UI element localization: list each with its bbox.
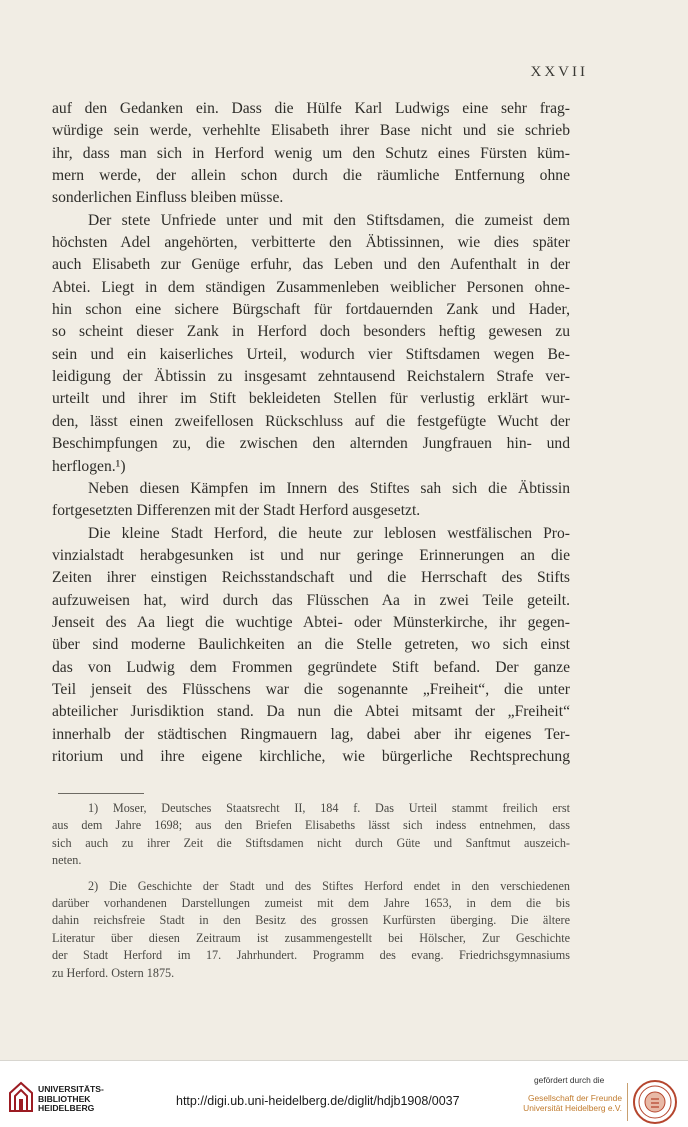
text-line: das von Ludwig dem Frommen gegründete Stift befand. Der ganze <box>52 658 570 676</box>
text-line: den, lässt einen zweifellosen Rückschluss auf die festgefügte Wucht der <box>52 412 570 430</box>
footnote-line: darüber vorhandenen Darstellungen zumeist mit dem Jahre 1653, in dem die bis <box>52 895 570 910</box>
paragraph <box>52 478 570 523</box>
text-line: Zeiten ihrer einstigen Reichsstandschaft und die Herrschaft des Stifts <box>52 569 570 587</box>
text-line: Teil jenseit des Flüsschens war die sogenannte „Freiheit“, die unter <box>52 680 570 698</box>
footnote-line: zu Herford. Ostern 1875. <box>52 965 175 980</box>
library-line: BIBLIOTHEK <box>38 1093 91 1104</box>
text-line: Die kleine Stadt Herford, die heute zur leblosen westfälischen Pro- <box>88 524 570 542</box>
text-line: auch Elisabeth zur Genüge erfuhr, das Leben und den Aufenthalt in der <box>52 256 570 274</box>
text-line: innerhalb der städtischen Ringmauern lag, dabei aber ihr eigenes Ter- <box>52 725 570 743</box>
footnote-line: 2) Die Geschichte der Stadt und des Stiftes Herford endet in den verschiedenen <box>88 878 570 893</box>
paragraph <box>52 98 570 210</box>
paragraph <box>52 523 570 769</box>
text-line: auf den Gedanken ein. Dass die Hülfe Karl Ludwigs eine sehr frag- <box>52 100 570 117</box>
text-line: aufzuweisen hat, wird durch das Flüsschen Aa in zwei Teile geteilt. <box>52 591 570 609</box>
footnote <box>52 878 570 982</box>
text-line: würdige sein werde, verhehlte Elisabeth ihrer Base nicht und sie schrieb <box>52 122 570 140</box>
footnote-line: Literatur über diesen Zeitraum ist zusammengestellt bei Hölscher, Zur Geschichte <box>52 930 570 945</box>
text-line: Abtei. Liegt in dem ständigen Zusammenleben weiblicher Personen ohne- <box>52 278 570 296</box>
footnote-line: der Stadt Herford im 17. Jahrhundert. Programm des evang. Friedrichsgymnasiums <box>52 948 570 963</box>
main-text <box>52 98 570 768</box>
text-line: vinzialstadt herabgesunken ist und nur geringe Erinnerungen an die <box>52 546 570 564</box>
text-line: abteilicher Jurisdiktion stand. Da nun die Abtei mitsamt der „Freiheit“ <box>52 703 570 721</box>
sponsor-line: Universität Heidelberg e.V. <box>523 1103 622 1114</box>
text-line: Jenseit des Aa liegt die wuchtige Abtei- oder Münsterkirche, ihr gegen- <box>52 613 570 631</box>
text-line: ihr, dass man sich in Herford wenig um den Schutz eines Fürsten küm- <box>52 144 570 162</box>
footnote-line: 1) Moser, Deutsches Staatsrecht II, 184 f. Das Urteil stammt freilich erst <box>88 801 570 815</box>
sponsor-name <box>523 1093 622 1114</box>
text-line: sein und ein kaiserliches Urteil, wodurch vier Stiftsdamen wegen Be- <box>52 345 570 363</box>
library-line: HEIDELBERG <box>38 1103 95 1114</box>
text-line: höchsten Adel angehörten, verbitterte den Äbtissinnen, wie dies später <box>52 234 570 252</box>
text-line: urteilt und ihrer im Stift bekleideten Stellen für verlustig erklärt wur- <box>52 390 570 408</box>
footnote-line: dahin reichsfreie Stadt in den Besitz des grossen Kurfürsten überging. Die ältere <box>52 913 570 928</box>
text-line: mern werde, der allein schon durch die räumliche Entfernung ohne <box>52 167 570 185</box>
text-line: Neben diesen Kämpfen im Innern des Stiftes sah sich die Äbtissin <box>88 479 570 497</box>
text-line: fortgesetzten Differenzen mit der Stadt Herford ausgesetzt. <box>52 502 421 520</box>
digitization-footer <box>0 1060 688 1127</box>
text-line: Der stete Unfriede unter und mit den Stiftsdamen, die zumeist dem <box>88 211 570 229</box>
footnotes <box>52 800 570 982</box>
text-line: hin schon eine sichere Bürgschaft für fortdauernden Zank und Hader, <box>52 301 570 319</box>
footnote <box>52 800 570 870</box>
footnote-line: aus dem Jahre 1698; aus den Briefen Elisabeths lässt sich indess entnehmen, dass <box>52 818 570 833</box>
text-line: so scheint dieser Zank in Herford doch besonders heftig gewesen zu <box>52 323 570 341</box>
text-line: herflogen.¹) <box>52 457 126 475</box>
paragraph <box>52 210 570 478</box>
sponsor-label: gefördert durch die <box>534 1075 605 1085</box>
library-line: UNIVERSITÄTS- <box>38 1084 104 1094</box>
text-line: leidigung der Äbtissin zu insgesamt zehntausend Reichstalern Strafe ver- <box>52 368 570 386</box>
page-number: XXVII <box>530 64 588 80</box>
library-name <box>38 1085 104 1114</box>
sponsor-divider <box>627 1083 628 1121</box>
permalink-url[interactable]: http://digi.ub.uni-heidelberg.de/diglit/hdjb1908/0037 <box>176 1094 460 1108</box>
university-seal-icon <box>632 1079 678 1125</box>
text-line: sonderlichen Einfluss bleiben müsse. <box>52 189 284 207</box>
text-line: ritorium und ihre eigene kirchliche, wie bürgerliche Rechtsprechung <box>52 747 570 765</box>
text-line: Beschimpfungen zu, die zwischen den alternden Jungfrauen hin- und <box>52 435 570 453</box>
sponsor-line: Gesellschaft der Freunde <box>527 1093 622 1103</box>
footnote-line: sich auch zu ihrer Zeit die Stiftsdamen nicht durch Güte und Sanftmut auszeich- <box>52 835 570 850</box>
library-logo-icon <box>8 1081 34 1113</box>
text-line: über sind moderne Baulichkeiten an die Stelle getreten, wo sich einst <box>52 636 570 654</box>
footnote-line: neten. <box>52 853 82 868</box>
footnote-divider <box>58 793 144 794</box>
